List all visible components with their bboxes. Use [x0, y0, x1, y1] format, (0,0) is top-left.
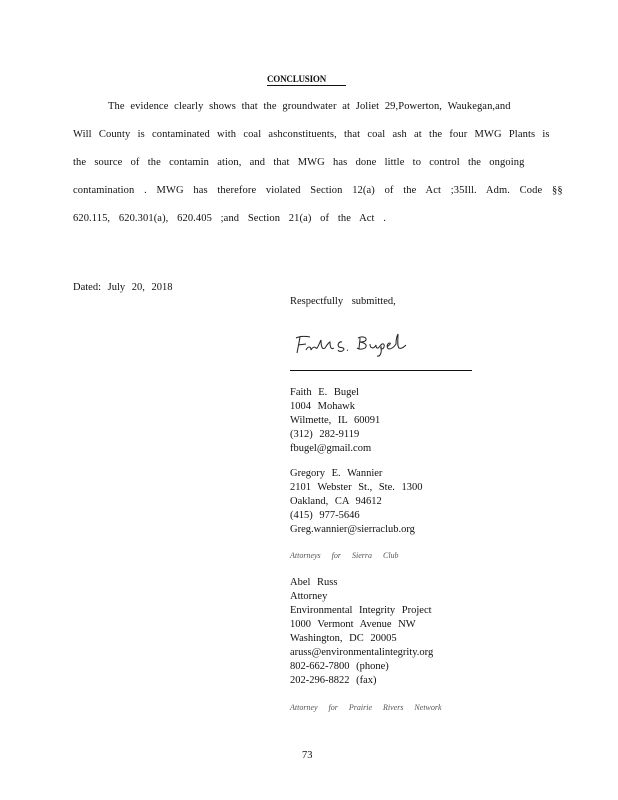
contact-phone: 802-662-7800 (phone)	[290, 661, 389, 672]
page-number: 73	[302, 750, 313, 761]
contact-block-wannier	[290, 467, 423, 537]
contact-line: Environmental Integrity Project	[290, 605, 432, 616]
paragraph-line-2: Will County is contaminated with coal ashconstituents, that coal ash at the four MWG Plants is	[73, 129, 550, 140]
contact-line: Faith E. Bugel	[290, 387, 359, 398]
contact-line: Abel Russ	[290, 577, 338, 588]
contact-block-bugel	[290, 386, 380, 456]
contact-line: 2101 Webster St., Ste. 1300	[290, 482, 423, 493]
contact-line: 1000 Vermont Avenue NW	[290, 619, 416, 630]
contact-block-russ	[290, 576, 433, 688]
signature-text: Faith E. Bugel	[290, 328, 296, 329]
contact-line: Oakland, CA 94612	[290, 496, 382, 507]
contact-line: 1004 Mohawk	[290, 401, 355, 412]
conclusion-heading: CONCLUSION	[267, 74, 346, 86]
paragraph-line-4: contamination . MWG has therefore violated Section 12(a) of the Act ;35Ill. Adm. Code §§	[73, 185, 563, 196]
contact-line: Attorney	[290, 591, 328, 602]
contact-line: (312) 282-9119	[290, 429, 360, 440]
paragraph-line-3: the source of the contamin ation, and that MWG has done little to control the ongoing	[73, 157, 525, 168]
contact-email: fbugel@gmail.com	[290, 443, 372, 454]
date-line: Dated: July 20, 2018	[73, 282, 173, 293]
signature-line	[290, 370, 472, 371]
contact-line: Gregory E. Wannier	[290, 468, 383, 479]
handwritten-signature	[290, 328, 420, 360]
respectfully-submitted: Respectfully submitted,	[290, 296, 396, 307]
paragraph-line-1: The evidence clearly shows that the groundwater at Joliet 29,Powerton, Waukegan,and	[108, 101, 511, 112]
attorney-for-prairie-rivers-network: Attorney for Prairie Rivers Network	[290, 703, 442, 712]
contact-line: Washington, DC 20005	[290, 633, 397, 644]
contact-line: Wilmette, IL 60091	[290, 415, 381, 426]
contact-email: aruss@environmentalintegrity.org	[290, 647, 434, 658]
contact-fax: 202-296-8822 (fax)	[290, 675, 377, 686]
contact-email: Greg.wannier@sierraclub.org	[290, 524, 415, 535]
contact-line: (415) 977-5646	[290, 510, 360, 521]
paragraph-line-5: 620.115, 620.301(a), 620.405 ;and Section 21(a) of the Act .	[73, 213, 387, 224]
attorneys-for-sierra-club: Attorneys for Sierra Club	[290, 551, 399, 560]
